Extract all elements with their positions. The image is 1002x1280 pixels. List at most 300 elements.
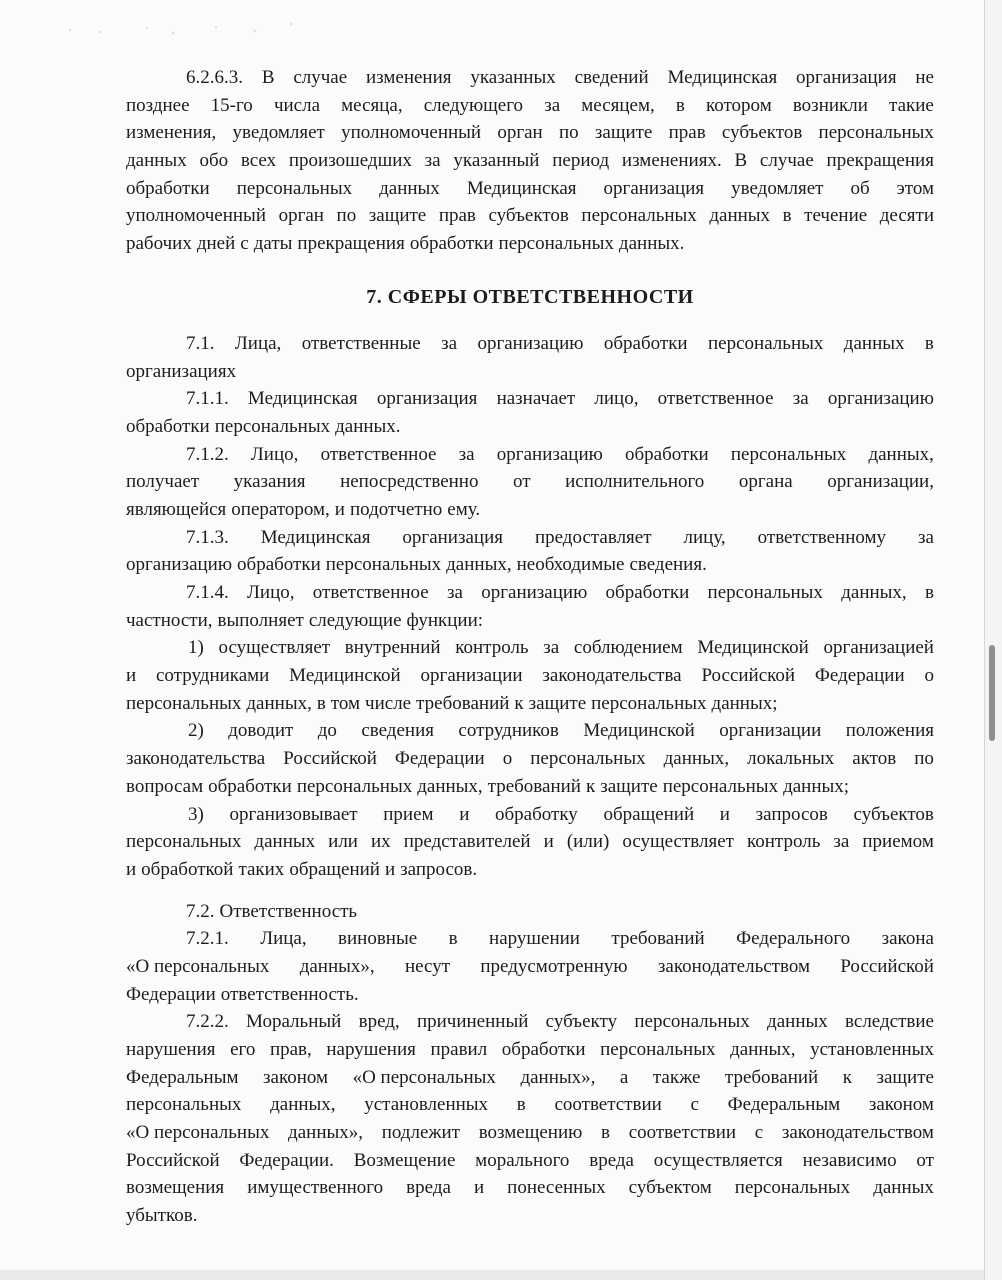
word: лицу, bbox=[683, 526, 726, 548]
word: персональных bbox=[708, 332, 824, 354]
word: и bbox=[459, 803, 470, 825]
text-line bbox=[126, 441, 934, 469]
word: осуществляет bbox=[622, 831, 734, 853]
word: по bbox=[914, 748, 934, 770]
word: органа bbox=[738, 471, 793, 493]
word: дней bbox=[196, 233, 236, 255]
text-line bbox=[126, 1174, 934, 1202]
function-3 bbox=[126, 801, 934, 884]
word: данных, bbox=[417, 775, 483, 797]
word: возникли bbox=[792, 94, 868, 116]
word: персональных bbox=[126, 1094, 242, 1116]
text-line bbox=[126, 1036, 934, 1064]
word: виновные bbox=[338, 928, 418, 950]
word: возмещения bbox=[126, 1177, 225, 1199]
word: осуществляет bbox=[218, 637, 331, 659]
text-line bbox=[126, 468, 934, 496]
word: обработки bbox=[605, 582, 690, 603]
word: обработку bbox=[495, 803, 578, 825]
word: требований bbox=[611, 928, 705, 950]
word: и bbox=[384, 858, 396, 880]
word: данных, bbox=[663, 748, 730, 770]
word: организации bbox=[420, 665, 523, 687]
word: сведения bbox=[361, 720, 434, 742]
word: месяца, bbox=[341, 94, 403, 116]
word: положения bbox=[845, 720, 934, 742]
word: и bbox=[126, 665, 137, 687]
word: Возмещение bbox=[353, 1149, 456, 1171]
word: 2) bbox=[188, 720, 204, 742]
word: организацию bbox=[126, 554, 233, 576]
word: Лица, bbox=[260, 928, 307, 950]
word: к bbox=[842, 1066, 852, 1088]
word: морального bbox=[475, 1149, 570, 1171]
clause-7-1-2 bbox=[126, 441, 934, 524]
document-text bbox=[126, 64, 934, 1230]
clause-7-2-1 bbox=[126, 925, 934, 1008]
word: числе bbox=[365, 692, 412, 714]
clause-6-2-6-3 bbox=[126, 64, 934, 258]
word: данных, bbox=[841, 582, 907, 603]
text-line bbox=[126, 551, 934, 579]
word: за bbox=[792, 388, 809, 410]
word: выполняет bbox=[217, 609, 304, 631]
text-line bbox=[126, 496, 934, 524]
word: подотчетно bbox=[349, 498, 443, 520]
word: нарушения bbox=[326, 1039, 416, 1060]
text-line bbox=[126, 856, 934, 884]
word: ему. bbox=[447, 498, 481, 520]
word: Медицинская bbox=[466, 177, 577, 199]
word: имущественного bbox=[247, 1177, 384, 1199]
word: сведений bbox=[574, 67, 649, 88]
word: «О персональных bbox=[126, 955, 270, 977]
word: и bbox=[473, 1177, 485, 1199]
word: установленных bbox=[810, 1039, 934, 1060]
word: персональных bbox=[126, 692, 242, 714]
word: подлежит bbox=[381, 1122, 460, 1144]
text-line bbox=[126, 828, 934, 856]
word: Ответственность bbox=[219, 900, 358, 922]
word: законодательства bbox=[126, 748, 266, 770]
word: за bbox=[918, 526, 934, 548]
word: Лицо, bbox=[250, 443, 299, 465]
word: субъектом bbox=[628, 1177, 712, 1199]
word: персональных bbox=[707, 582, 823, 603]
word: контроль bbox=[455, 637, 529, 659]
word: получает bbox=[126, 471, 200, 493]
word: персональных bbox=[325, 554, 442, 576]
word: до bbox=[317, 720, 337, 742]
word: 7.1.1. bbox=[186, 388, 229, 410]
word: обработки bbox=[237, 554, 321, 576]
word: в bbox=[601, 1122, 610, 1144]
word: десяти bbox=[879, 205, 934, 227]
word: ответственное bbox=[320, 443, 437, 465]
word: запросов. bbox=[400, 858, 478, 880]
word: Российской bbox=[283, 748, 377, 770]
word: в bbox=[782, 205, 792, 227]
word: организацию bbox=[496, 443, 603, 465]
word: за bbox=[458, 443, 475, 465]
word: месяцем, bbox=[581, 94, 655, 116]
word: Медицинской bbox=[583, 720, 695, 742]
word: Российской bbox=[126, 1149, 220, 1171]
word: обработки bbox=[625, 443, 709, 465]
word: 6.2.6.3. bbox=[186, 67, 243, 88]
word: персональных bbox=[214, 415, 331, 437]
word: о bbox=[924, 665, 934, 687]
word: В bbox=[261, 67, 275, 88]
word: числа bbox=[273, 94, 321, 116]
word: организовывает bbox=[229, 803, 358, 825]
word: персональных bbox=[498, 233, 614, 255]
text-line bbox=[126, 634, 934, 662]
word: следующие bbox=[308, 609, 402, 631]
text-line bbox=[126, 202, 934, 230]
text-line bbox=[126, 898, 934, 926]
word: нарушения bbox=[126, 1039, 216, 1060]
word: прием bbox=[383, 803, 434, 825]
word: с bbox=[754, 1122, 764, 1144]
word: или bbox=[328, 831, 358, 853]
text-line bbox=[126, 953, 934, 981]
word: субъектов bbox=[721, 122, 803, 144]
word: к bbox=[585, 775, 596, 797]
word: Лицо, bbox=[247, 582, 295, 603]
word: правил bbox=[430, 1039, 488, 1060]
word: Федеральным bbox=[727, 1094, 841, 1116]
word: с bbox=[240, 233, 249, 255]
word: организация bbox=[603, 177, 705, 199]
text-line bbox=[126, 413, 934, 441]
word: контроль bbox=[747, 831, 821, 853]
word: данных bbox=[843, 332, 905, 354]
text-line bbox=[126, 92, 934, 120]
word: обращений bbox=[603, 803, 695, 825]
word: и bbox=[719, 803, 730, 825]
word: персональных bbox=[236, 177, 353, 199]
word: вред, bbox=[358, 1011, 400, 1033]
word: требований bbox=[416, 692, 510, 714]
word: данных; bbox=[711, 692, 778, 714]
word: уполномоченный bbox=[341, 122, 482, 144]
word: законом bbox=[263, 1066, 329, 1088]
word: требований bbox=[487, 775, 581, 797]
word: сведения. bbox=[629, 554, 707, 576]
word: организацию bbox=[827, 388, 934, 410]
word: установленных bbox=[364, 1094, 489, 1116]
word: Федерации bbox=[814, 665, 905, 687]
word: 7.2.1. bbox=[186, 928, 229, 950]
word: том bbox=[330, 692, 361, 714]
text-line bbox=[126, 1091, 934, 1119]
word: ответственному bbox=[757, 526, 887, 548]
text-line bbox=[126, 64, 934, 92]
word: исполнительного bbox=[565, 471, 705, 493]
word: персональных bbox=[634, 1011, 750, 1033]
word: организацию bbox=[481, 582, 588, 603]
word: обработки bbox=[126, 415, 210, 437]
text-line bbox=[126, 147, 934, 175]
word: персональных bbox=[296, 775, 413, 797]
word: субъекту bbox=[545, 1011, 618, 1033]
word: прав, bbox=[269, 1039, 312, 1060]
word: частности, bbox=[126, 609, 213, 631]
word: 7.1.4. bbox=[186, 582, 229, 603]
word: Медицинской bbox=[289, 665, 401, 687]
word: Российской bbox=[840, 955, 934, 977]
word: независимо bbox=[802, 1149, 897, 1171]
word: субъектов bbox=[488, 205, 569, 227]
word: уведомляет bbox=[731, 177, 824, 199]
word: организация bbox=[402, 526, 503, 548]
word: организациях bbox=[126, 360, 237, 382]
word: позднее bbox=[126, 94, 190, 116]
text-line bbox=[126, 717, 934, 745]
text-line bbox=[126, 690, 934, 718]
word: период bbox=[552, 150, 610, 172]
word: орган bbox=[278, 205, 324, 227]
word: защите bbox=[600, 775, 658, 797]
text-line bbox=[126, 925, 934, 953]
word: Федерации bbox=[394, 748, 485, 770]
text-line bbox=[126, 119, 934, 147]
word: 7.1.2. bbox=[186, 443, 229, 465]
word: всех bbox=[240, 150, 277, 172]
word: не bbox=[915, 67, 934, 88]
word: изменения, bbox=[126, 122, 217, 144]
word: обо bbox=[199, 150, 229, 172]
word: персональных bbox=[581, 205, 697, 227]
word: к bbox=[514, 692, 524, 714]
word: за bbox=[424, 150, 441, 172]
word: ответственное bbox=[312, 582, 429, 603]
word: 15-го bbox=[210, 94, 253, 116]
word: законодательством bbox=[781, 1122, 934, 1144]
word: данных. bbox=[335, 415, 401, 437]
word: «О персональных bbox=[126, 1122, 270, 1144]
word: данных, bbox=[270, 1094, 336, 1116]
section-title: 7. СФЕРЫ ОТВЕТСТВЕННОСТИ bbox=[366, 285, 694, 308]
word: обработкой bbox=[141, 858, 234, 880]
word: прекращения bbox=[297, 233, 405, 255]
clause-7-2-2 bbox=[126, 1008, 934, 1230]
word: обработки bbox=[603, 332, 688, 354]
word: случае bbox=[293, 67, 348, 88]
word: и bbox=[334, 498, 345, 520]
text-line bbox=[126, 981, 934, 1009]
word: причиненный bbox=[416, 1011, 529, 1033]
word: защите bbox=[368, 205, 427, 227]
word: организацией bbox=[823, 637, 934, 659]
word: организацию bbox=[477, 332, 584, 354]
word: являющейся bbox=[126, 498, 227, 520]
word: данных bbox=[767, 1011, 828, 1033]
word: Федеральным bbox=[126, 1066, 239, 1088]
word: данных bbox=[254, 831, 316, 853]
text-line bbox=[126, 1147, 934, 1175]
word: их bbox=[371, 831, 391, 853]
text-line bbox=[126, 662, 934, 690]
word: В bbox=[734, 150, 748, 172]
word: и bbox=[543, 831, 554, 853]
word: осуществляется bbox=[653, 1149, 783, 1171]
word: произошедших bbox=[288, 150, 412, 172]
word: случае bbox=[759, 150, 814, 172]
word: об bbox=[850, 177, 870, 199]
word: назначает bbox=[496, 388, 576, 410]
word: 7.2.2. bbox=[186, 1011, 229, 1033]
word: в bbox=[448, 928, 458, 950]
word: защите bbox=[594, 122, 653, 144]
function-1 bbox=[126, 634, 934, 717]
text-line bbox=[126, 175, 934, 203]
text-line bbox=[126, 1064, 934, 1092]
word: «О персональных bbox=[352, 1066, 496, 1088]
word: персональных bbox=[600, 1039, 716, 1060]
word: необходимые bbox=[516, 554, 625, 576]
word: сотрудников bbox=[458, 720, 559, 742]
word: орган bbox=[497, 122, 543, 144]
word: Федерального bbox=[736, 928, 851, 950]
word: уполномоченный bbox=[126, 205, 266, 227]
clause-7-2 bbox=[126, 898, 934, 926]
word: запросов bbox=[755, 803, 828, 825]
text-line bbox=[126, 773, 934, 801]
word: изменениях. bbox=[621, 150, 722, 172]
word: ответственность. bbox=[220, 983, 359, 1005]
word: персональных bbox=[662, 775, 779, 797]
word: персональных bbox=[730, 443, 847, 465]
clause-7-1 bbox=[126, 330, 934, 385]
text-line bbox=[126, 330, 934, 358]
word: а bbox=[619, 1066, 629, 1088]
text-line bbox=[126, 524, 934, 552]
word: следующего bbox=[423, 94, 524, 116]
word: за bbox=[833, 831, 850, 853]
word: обработки bbox=[126, 177, 210, 199]
clause-7-1-4 bbox=[126, 579, 934, 634]
word: котором bbox=[705, 94, 772, 116]
word: данных bbox=[873, 1177, 934, 1199]
word: понесенных bbox=[507, 1177, 606, 1199]
word: соблюдением bbox=[573, 637, 683, 659]
word: закона bbox=[881, 928, 934, 950]
word: указания bbox=[233, 471, 306, 493]
word: законодательства bbox=[542, 665, 682, 687]
word: ответственные bbox=[301, 332, 421, 354]
word: персональных bbox=[818, 122, 934, 144]
scan-smudge bbox=[55, 18, 305, 42]
word: персональных bbox=[126, 831, 242, 853]
word: Медицинская bbox=[260, 526, 371, 548]
word: 1) bbox=[188, 637, 204, 659]
word: данных», bbox=[299, 955, 375, 977]
word: доводит bbox=[228, 720, 294, 742]
word: по bbox=[558, 122, 579, 144]
word: организации bbox=[719, 720, 822, 742]
word: Федерации bbox=[126, 983, 216, 1005]
word: данных; bbox=[783, 775, 850, 797]
word: актов bbox=[852, 748, 897, 770]
word: в bbox=[675, 94, 685, 116]
word: данных, bbox=[730, 1039, 796, 1060]
word: вследствие bbox=[845, 1011, 934, 1033]
word: 7.2. bbox=[186, 900, 215, 922]
word: за bbox=[447, 582, 463, 603]
word: уведомляет bbox=[232, 122, 325, 144]
word: внутренний bbox=[344, 637, 441, 659]
word: обращений bbox=[289, 858, 380, 880]
word: Лица, bbox=[234, 332, 282, 354]
word: данных bbox=[709, 205, 771, 227]
word: в bbox=[516, 1094, 526, 1116]
word: прав bbox=[438, 205, 476, 227]
word: субъектов bbox=[853, 803, 934, 825]
word: с bbox=[690, 1094, 699, 1116]
word: требований bbox=[724, 1066, 819, 1088]
word: непосредственно bbox=[340, 471, 479, 493]
word: в bbox=[316, 692, 326, 714]
text-line bbox=[126, 607, 934, 635]
word: Моральный bbox=[246, 1011, 342, 1033]
word: указанный bbox=[453, 150, 540, 172]
text-line bbox=[126, 358, 934, 386]
word: убытков. bbox=[126, 1205, 198, 1227]
word: функции: bbox=[406, 609, 484, 631]
word: возмещению bbox=[478, 1122, 583, 1144]
word: лицо, bbox=[594, 388, 639, 410]
word: организация bbox=[376, 388, 478, 410]
word: оператором, bbox=[231, 498, 330, 520]
word: также bbox=[652, 1066, 701, 1088]
text-line bbox=[126, 801, 934, 829]
word: соответствии bbox=[628, 1122, 737, 1144]
word: защите bbox=[876, 1066, 934, 1088]
word: Медицинская bbox=[667, 67, 778, 88]
word: Медицинская bbox=[247, 388, 358, 410]
word: о bbox=[502, 748, 513, 770]
text-line bbox=[126, 1119, 934, 1147]
word: данных, bbox=[246, 692, 312, 714]
word: защите bbox=[528, 692, 587, 714]
word: данных bbox=[379, 177, 440, 199]
word: от bbox=[513, 471, 531, 493]
word: организации, bbox=[827, 471, 934, 493]
word: организация bbox=[796, 67, 897, 88]
word: такие bbox=[889, 94, 934, 116]
word: течение bbox=[804, 205, 868, 227]
scroll-track[interactable] bbox=[984, 0, 1002, 1280]
scrollbar-thumb[interactable] bbox=[989, 645, 995, 741]
word: по bbox=[336, 205, 357, 227]
word: и bbox=[126, 858, 137, 880]
word: таких bbox=[238, 858, 285, 880]
word: (или) bbox=[566, 831, 610, 853]
word: персональных bbox=[734, 1177, 851, 1199]
word: данных», bbox=[520, 1066, 596, 1088]
word: прекращения bbox=[826, 150, 934, 172]
word: за bbox=[441, 332, 458, 354]
word: локальных bbox=[747, 748, 835, 770]
word: 7.1.3. bbox=[186, 526, 229, 548]
word: приемом bbox=[862, 831, 934, 853]
word: персональных bbox=[530, 748, 646, 770]
word: данных, bbox=[868, 443, 934, 465]
word: предоставляет bbox=[534, 526, 652, 548]
word: этом bbox=[896, 177, 934, 199]
